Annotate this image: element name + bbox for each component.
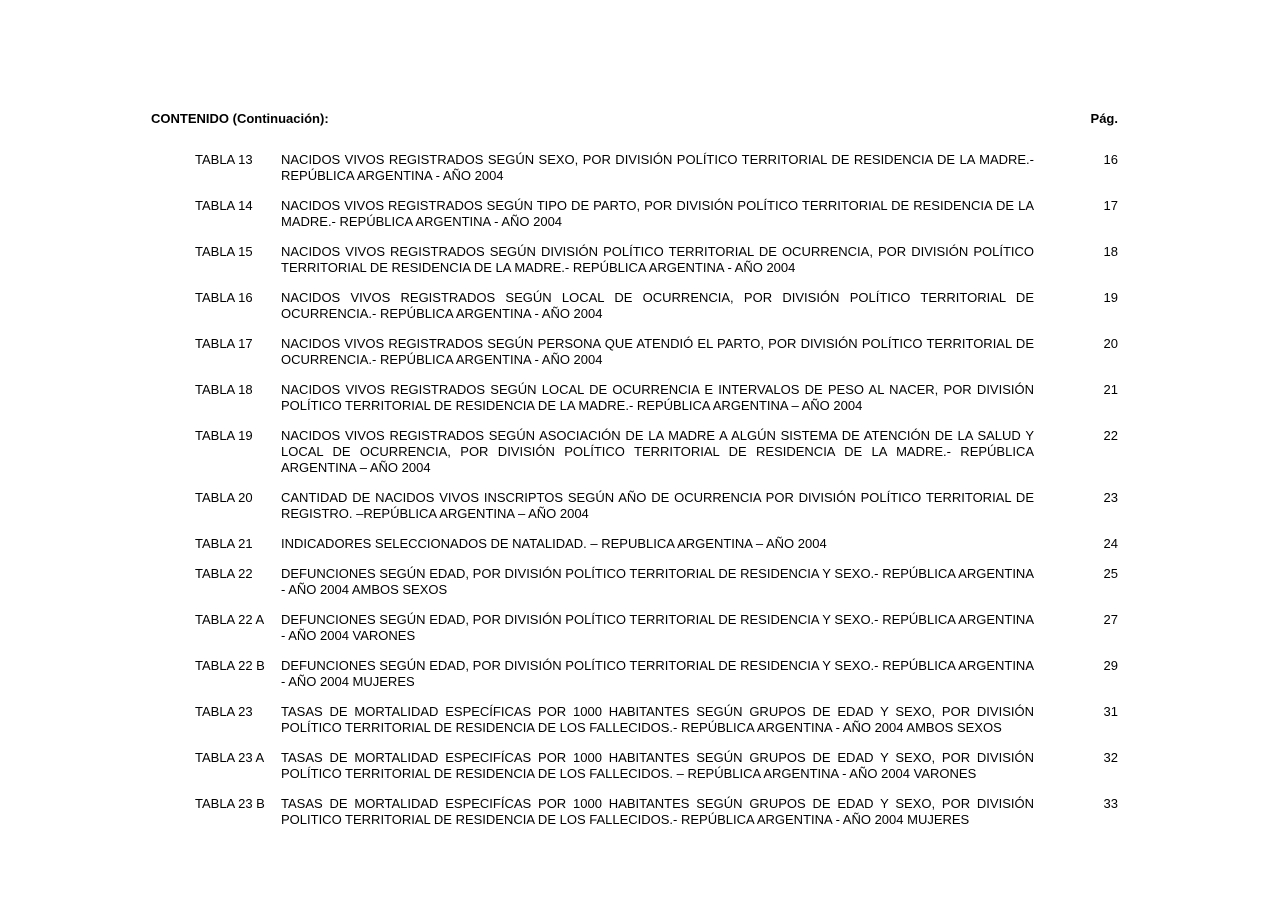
page-number: 29 (1103, 658, 1118, 673)
page-number: 22 (1103, 428, 1118, 443)
table-label: TABLA 19 (195, 428, 253, 443)
table-description: INDICADORES SELECCIONADOS DE NATALIDAD. – REPUBLICA ARGENTINA – AÑO 2004 (281, 536, 827, 551)
contents-title: CONTENIDO (Continuación): (151, 111, 329, 126)
page-number: 18 (1103, 244, 1118, 259)
table-label: TABLA 23 A (195, 750, 265, 765)
contents-entry[interactable] (195, 536, 1118, 552)
table-label: TABLA 22 (195, 566, 253, 581)
page-number: 33 (1103, 796, 1118, 811)
contents-entry[interactable] (195, 796, 1118, 828)
contents-entry[interactable] (195, 566, 1118, 598)
contents-entry[interactable] (195, 290, 1118, 322)
contents-entry[interactable] (195, 336, 1118, 368)
table-label: TABLA 17 (195, 336, 253, 351)
table-description: TASAS DE MORTALIDAD ESPECIFÍCAS POR 1000 HABITANTES SEGÚN GRUPOS DE EDAD Y SEXO, POR DIVISIÓN POLÍTICO TERRITORIAL DE RESIDENCIA DE LOS FALLECIDOS. – REPÚBLICA ARGENTINA - AÑO 2004 VARONES (281, 750, 1034, 781)
table-label: TABLA 23 (195, 704, 253, 719)
table-label: TABLA 20 (195, 490, 253, 505)
table-description: CANTIDAD DE NACIDOS VIVOS INSCRIPTOS SEGÚN AÑO DE OCURRENCIA POR DIVISIÓN POLÍTICO TERRITORIAL DE REGISTRO. –REPÚBLICA ARGENTINA – AÑO 2004 (281, 490, 1034, 521)
table-description: NACIDOS VIVOS REGISTRADOS SEGÚN LOCAL DE OCURRENCIA, POR DIVISIÓN POLÍTICO TERRITORIAL DE OCURRENCIA.- REPÚBLICA ARGENTINA - AÑO 2004 (281, 290, 1034, 321)
table-description: NACIDOS VIVOS REGISTRADOS SEGÚN SEXO, POR DIVISIÓN POLÍTICO TERRITORIAL DE RESIDENCIA DE LA MADRE.- REPÚBLICA ARGENTINA - AÑO 2004 (281, 152, 1034, 183)
table-description: DEFUNCIONES SEGÚN EDAD, POR DIVISIÓN POLÍTICO TERRITORIAL DE RESIDENCIA Y SEXO.- REPÚBLICA ARGENTINA - AÑO 2004 AMBOS SEXOS (281, 566, 1034, 597)
table-label: TABLA 21 (195, 536, 253, 551)
table-label: TABLA 18 (195, 382, 253, 397)
contents-entry[interactable] (195, 428, 1118, 476)
table-description: NACIDOS VIVOS REGISTRADOS SEGÚN PERSONA QUE ATENDIÓ EL PARTO, POR DIVISIÓN POLÍTICO TERRITORIAL DE OCURRENCIA.- REPÚBLICA ARGENTINA - AÑO 2004 (281, 336, 1034, 367)
table-description: NACIDOS VIVOS REGISTRADOS SEGÚN DIVISIÓN POLÍTICO TERRITORIAL DE OCURRENCIA, POR DIVISIÓN POLÍTICO TERRITORIAL DE RESIDENCIA DE LA MADRE.- REPÚBLICA ARGENTINA - AÑO 2004 (281, 244, 1034, 275)
contents-entry[interactable] (195, 490, 1118, 522)
page-number: 24 (1103, 536, 1118, 551)
table-description: TASAS DE MORTALIDAD ESPECÍFICAS POR 1000 HABITANTES SEGÚN GRUPOS DE EDAD Y SEXO, POR DIVISIÓN POLÍTICO TERRITORIAL DE RESIDENCIA DE LOS FALLECIDOS.- REPÚBLICA ARGENTINA - AÑO 2004 AMBOS SEXOS (281, 704, 1034, 735)
table-label: TABLA 15 (195, 244, 253, 259)
contents-entry[interactable] (195, 244, 1118, 276)
table-label: TABLA 22 B (195, 658, 265, 673)
table-description: NACIDOS VIVOS REGISTRADOS SEGÚN ASOCIACIÓN DE LA MADRE A ALGÚN SISTEMA DE ATENCIÓN DE LA SALUD Y LOCAL DE OCURRENCIA, POR DIVISIÓN POLÍTICO TERRITORIAL DE RESIDENCIA DE LA MADRE.- REPÚBLICA ARGENTINA – AÑO 2004 (281, 428, 1034, 475)
page-number: 20 (1103, 336, 1118, 351)
contents-entry[interactable] (195, 704, 1118, 736)
table-label: TABLA 14 (195, 198, 253, 213)
table-description: DEFUNCIONES SEGÚN EDAD, POR DIVISIÓN POLÍTICO TERRITORIAL DE RESIDENCIA Y SEXO.- REPÚBLICA ARGENTINA - AÑO 2004 VARONES (281, 612, 1034, 643)
table-description: NACIDOS VIVOS REGISTRADOS SEGÚN LOCAL DE OCURRENCIA E INTERVALOS DE PESO AL NACER, POR DIVISIÓN POLÍTICO TERRITORIAL DE RESIDENCIA DE LA MADRE.- REPÚBLICA ARGENTINA – AÑO 2004 (281, 382, 1034, 413)
page-number: 27 (1103, 612, 1118, 627)
table-label: TABLA 13 (195, 152, 253, 167)
contents-entry[interactable] (195, 658, 1118, 690)
contents-header (151, 111, 1118, 129)
table-description: NACIDOS VIVOS REGISTRADOS SEGÚN TIPO DE PARTO, POR DIVISIÓN POLÍTICO TERRITORIAL DE RESIDENCIA DE LA MADRE.- REPÚBLICA ARGENTINA - AÑO 2004 (281, 198, 1034, 229)
page-number: 23 (1103, 490, 1118, 505)
page-number: 25 (1103, 566, 1118, 581)
table-label: TABLA 23 B (195, 796, 265, 811)
page-number: 31 (1103, 704, 1118, 719)
table-description: TASAS DE MORTALIDAD ESPECIFÍCAS POR 1000 HABITANTES SEGÚN GRUPOS DE EDAD Y SEXO, POR DIVISIÓN POLITICO TERRITORIAL DE RESIDENCIA DE LOS FALLECIDOS.- REPÚBLICA ARGENTINA - AÑO 2004 MUJERES (281, 796, 1034, 827)
page-number: 32 (1103, 750, 1118, 765)
table-label: TABLA 22 A (195, 612, 265, 627)
page-column-label: Pág. (1090, 111, 1118, 126)
contents-entry[interactable] (195, 198, 1118, 230)
page-number: 16 (1103, 152, 1118, 167)
contents-entry[interactable] (195, 612, 1118, 644)
contents-entry[interactable] (195, 382, 1118, 414)
page-number: 19 (1103, 290, 1118, 305)
page-number: 21 (1103, 382, 1118, 397)
page-number: 17 (1103, 198, 1118, 213)
table-label: TABLA 16 (195, 290, 253, 305)
table-description: DEFUNCIONES SEGÚN EDAD, POR DIVISIÓN POLÍTICO TERRITORIAL DE RESIDENCIA Y SEXO.- REPÚBLICA ARGENTINA - AÑO 2004 MUJERES (281, 658, 1034, 689)
contents-list (195, 152, 1118, 842)
contents-entry[interactable] (195, 152, 1118, 184)
contents-entry[interactable] (195, 750, 1118, 782)
